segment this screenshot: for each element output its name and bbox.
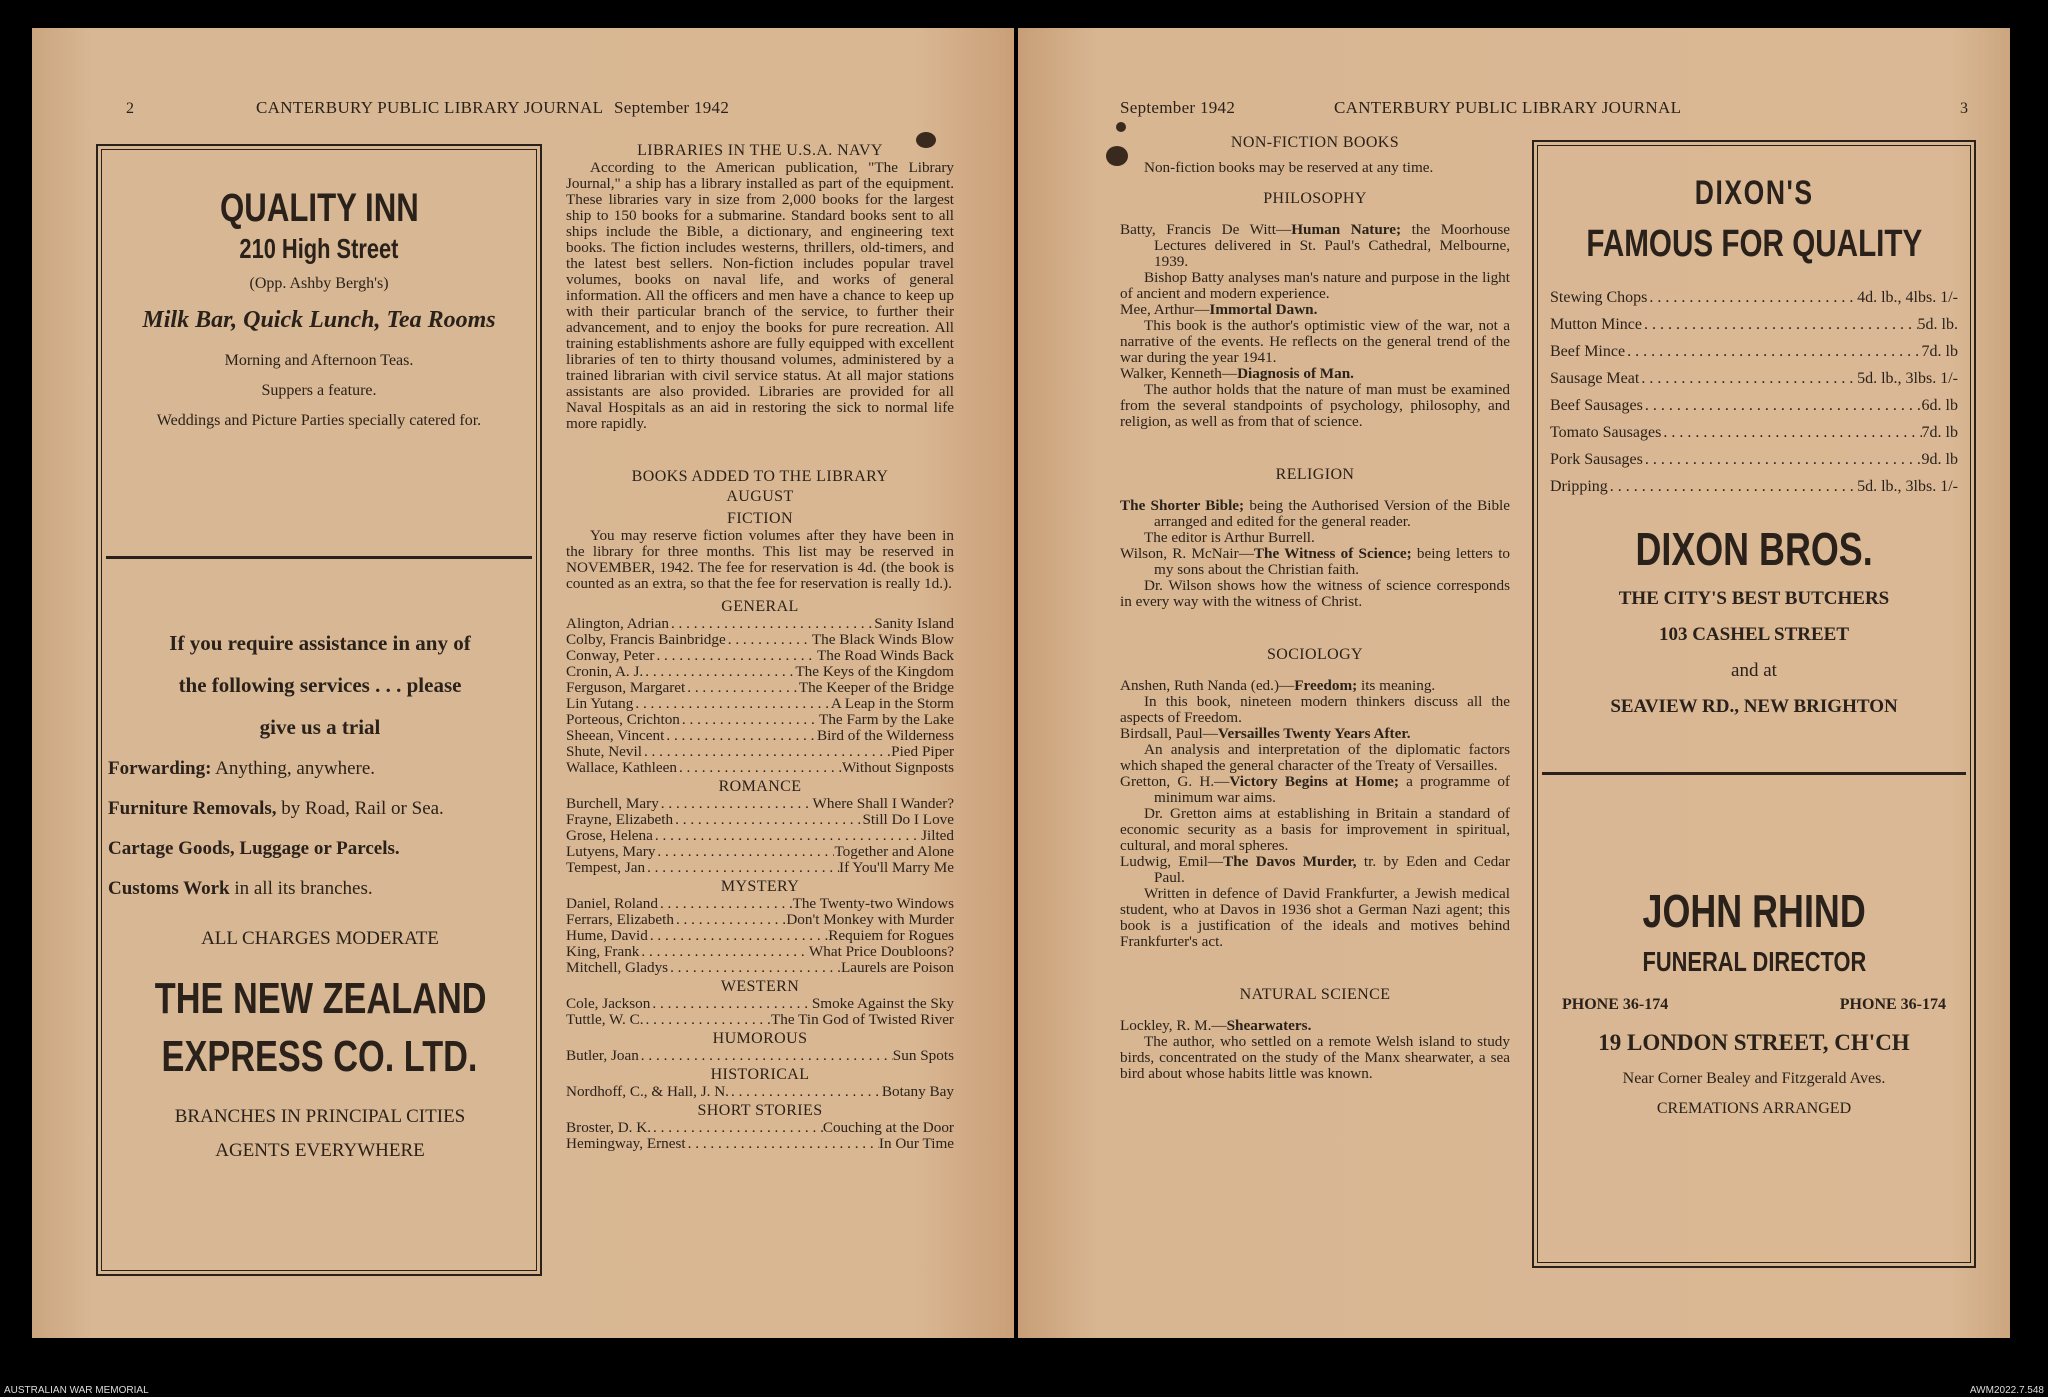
books-added-month: AUGUST [726, 488, 794, 505]
nonfiction-entry [1120, 498, 1510, 530]
entry-subtitle: a programme of minimum war aims. [1154, 773, 1510, 806]
book-entry [566, 712, 954, 728]
book-entry [566, 696, 954, 712]
leader-dots [650, 996, 811, 1012]
book-title: The Black Winds Blow [811, 631, 954, 648]
book-title: Sun Spots [892, 1047, 954, 1064]
left-text-column [566, 142, 954, 1152]
book-entry [566, 760, 954, 776]
ink-stain [1116, 122, 1126, 132]
fiction-section-heading: MYSTERY [720, 878, 800, 895]
book-title: The Farm by the Lake [819, 711, 954, 728]
running-header-date: September 1942 [1120, 98, 1236, 117]
leader-dots [658, 896, 793, 912]
rhind-phones [1534, 996, 1974, 1014]
entry-title: The Shorter Bible; [1120, 497, 1245, 514]
book-author: Shute, Nevil [566, 743, 642, 760]
book-author: Grose, Helena [566, 827, 653, 844]
book-author: Frayne, Elizabeth [566, 811, 674, 828]
entry-author: Walker, Kenneth— [1120, 365, 1238, 382]
price-item: Sausage Meat [1550, 370, 1640, 387]
book-entry [566, 632, 954, 648]
nonfiction-note: Non-fiction books may be reserved at any time. [1144, 159, 1434, 176]
book-entry [566, 996, 954, 1012]
book-author: Cronin, A. J. [566, 663, 644, 680]
book-entry [566, 1120, 954, 1136]
navy-article-text: According to the American publication, "The Library Journal," a ship has a library installed as part of the equipment. These libraries vary in size from 2,000 books for the largest ship to 150 books for a submarine. Standard books sent to all ships include the Bible, a dictionary, and engineering text books. The fiction includes westerns, thrillers, old-timers, and the latest best sellers. Non-fiction includes popular travel volumes, books on naval life, and works of general information. All the officers and men have a chance to keep up with their particular branch of the service, to further their advancement, and to enjoy the books for pure recreation. All training establishments ashore are fully equipped with excellent libraries of ten to thirty thousand volumes, administered by a trained librarian with civil service status. At all major stations assistants are also provided. Libraries are provided for all Naval Hospitals as an aid in restoring the sick to normal life more rapidly. [566, 159, 954, 432]
express-company1: THE NEW ZEALAND [154, 974, 487, 1023]
book-title: Don't Monkey with Murder [786, 911, 954, 928]
price-row [1550, 392, 1958, 419]
price-row [1550, 365, 1958, 392]
leader-dots [1647, 284, 1857, 311]
book-title: Pied Piper [891, 743, 954, 760]
book-title: The Twenty-two Windows [792, 895, 954, 912]
book-author: Colby, Francis Bainbridge [566, 631, 726, 648]
price-item: Pork Sausages [1550, 451, 1643, 468]
nonfiction-entry [1120, 222, 1510, 270]
express-ad [108, 622, 532, 1162]
leader-dots [659, 796, 813, 812]
leader-dots [1608, 473, 1857, 500]
nonfiction-entry [1120, 726, 1510, 742]
express-charges: ALL CHARGES MODERATE [201, 928, 439, 949]
fiction-sections [566, 598, 954, 1152]
right-page [1018, 28, 2010, 1338]
book-author: Wallace, Kathleen [566, 759, 677, 776]
book-title: Botany Bay [881, 1083, 954, 1100]
quality-inn-tagline: Milk Bar, Quick Lunch, Tea Rooms [142, 307, 496, 333]
rhind-near: Near Corner Bealey and Fitzgerald Aves. [1622, 1070, 1886, 1087]
entry-note: Dr. Wilson shows how the witness of science corresponds in every way with the witness of Christ. [1120, 577, 1510, 610]
ad-divider [1542, 772, 1966, 775]
leader-dots [1643, 446, 1922, 473]
rhind-cremations: CREMATIONS ARRANGED [1656, 1100, 1852, 1117]
leader-dots [1642, 311, 1918, 338]
book-entry [566, 796, 954, 812]
entry-subtitle: being the Authorised Version of the Bible arranged and edited for the general reader. [1154, 497, 1511, 530]
book-title: A Leap in the Storm [830, 695, 954, 712]
price-row [1550, 446, 1958, 473]
book-title: The Tin God of Twisted River [770, 1011, 954, 1028]
book-author: Broster, D. K. [566, 1119, 652, 1136]
book-title: Bird of the Wilderness [816, 727, 954, 744]
ink-stain [916, 132, 936, 148]
leader-dots [685, 680, 799, 696]
entry-note: The author, who settled on a remote Welsh island to study birds, concentrated on the study of the Manx shearwater, a sea bird about whose habits little was known. [1120, 1033, 1510, 1082]
leader-dots [674, 912, 786, 928]
dixon-address2: SEAVIEW RD., NEW BRIGHTON [1610, 696, 1898, 717]
dixon-price-list [1550, 284, 1958, 500]
nonfiction-section-heading: PHILOSOPHY [1263, 190, 1367, 207]
price-value: 7d. lb [1921, 343, 1958, 360]
leader-dots [669, 616, 874, 632]
entry-subtitle: its meaning. [1357, 677, 1436, 694]
entry-title: Human Nature; [1291, 221, 1402, 238]
book-author: Hume, David [566, 927, 648, 944]
express-company2: EXPRESS CO. LTD. [162, 1032, 478, 1081]
book-entry [566, 844, 954, 860]
leader-dots [644, 1012, 771, 1028]
book-entry [566, 828, 954, 844]
nonfiction-sections [1120, 190, 1510, 1082]
price-item: Dripping [1550, 478, 1608, 495]
leader-dots [645, 860, 839, 876]
price-row [1550, 311, 1958, 338]
price-value: 5d. lb. [1917, 316, 1958, 333]
book-title: Laurels are Poison [840, 959, 954, 976]
entry-note: Bishop Batty analyses man's nature and purpose in the light of ancient and modern experience. [1120, 269, 1510, 302]
leader-dots [1625, 338, 1921, 365]
leader-dots [643, 664, 795, 680]
quality-inn-line3: Weddings and Picture Parties specially catered for. [156, 412, 482, 429]
book-title: If You'll Marry Me [839, 859, 954, 876]
entry-author: Lockley, R. M.— [1120, 1017, 1227, 1034]
entry-title: Victory Begins at Home; [1229, 773, 1399, 790]
book-author: Lutyens, Mary [566, 843, 656, 860]
rhind-title: FUNERAL DIRECTOR [1642, 946, 1866, 977]
express-branches: BRANCHES IN PRINCIPAL CITIES [174, 1106, 466, 1127]
nonfiction-heading: NON-FICTION BOOKS [1230, 134, 1400, 151]
quality-inn-address: 210 High Street [239, 233, 399, 264]
leader-dots [729, 1084, 882, 1100]
book-entry [566, 860, 954, 876]
leader-dots [677, 760, 842, 776]
quality-inn-location: (Opp. Ashby Bergh's) [249, 275, 389, 292]
entry-title: Versailles Twenty Years After. [1217, 725, 1411, 742]
right-text-column [1120, 134, 1510, 1082]
dixon-tagline: THE CITY'S BEST BUTCHERS [1618, 588, 1890, 609]
ad-divider [106, 556, 532, 559]
book-entry [566, 728, 954, 744]
book-author: Hemingway, Ernest [566, 1135, 686, 1152]
entry-title: The Davos Murder, [1223, 853, 1357, 870]
book-author: Porteous, Crichton [566, 711, 680, 728]
price-value: 9d. lb [1921, 451, 1958, 468]
nonfiction-entry [1120, 854, 1510, 886]
price-item: Tomato Sausages [1550, 424, 1662, 441]
book-title: Requiem for Rogues [828, 927, 954, 944]
leader-dots [651, 1120, 823, 1136]
dixon-and-at: and at [1731, 660, 1777, 681]
book-entry [566, 1136, 954, 1152]
express-service-0: Forwarding: Anything, anywhere. [108, 758, 376, 779]
book-author: Lin Yutang [566, 695, 634, 712]
leader-dots [639, 944, 809, 960]
leader-dots [655, 844, 834, 860]
entry-note: An analysis and interpretation of the diplomatic factors which shaped the general character of the Treaty of Versailles. [1120, 741, 1510, 774]
running-header-title: CANTERBURY PUBLIC LIBRARY JOURNAL [256, 98, 604, 117]
quality-inn-line2: Suppers a feature. [261, 382, 377, 399]
book-author: King, Frank [566, 943, 640, 960]
book-author: Cole, Jackson [566, 995, 651, 1012]
entry-author: Wilson, R. McNair— [1120, 545, 1254, 562]
fiction-text: You may reserve fiction volumes after they have been in the library for three months. This list may be reserved in NOVEMBER, 1942. The fee for reservation is 4d. (the book is counted as an extra, so that the fee for reservation is really 1d.). [566, 527, 954, 592]
leader-dots [653, 828, 921, 844]
dixon-ad [1534, 174, 1974, 718]
book-entry [566, 944, 954, 960]
footer-left: AUSTRALIAN WAR MEMORIAL [4, 1385, 149, 1396]
entry-author: Anshen, Ruth Nanda (ed.)— [1120, 677, 1295, 694]
nonfiction-entry [1120, 302, 1510, 318]
book-title: Without Signposts [841, 759, 954, 776]
dixon-name: DIXON'S [1694, 174, 1814, 212]
express-intro3: give us a trial [259, 715, 381, 739]
book-entry [566, 928, 954, 944]
price-item: Stewing Chops [1550, 289, 1648, 306]
price-item: Mutton Mince [1550, 316, 1642, 333]
express-service-2: Cartage Goods, Luggage or Parcels. [108, 838, 400, 859]
rhind-address: 19 LONDON STREET, CH'CH [1598, 1030, 1910, 1055]
leader-dots [673, 812, 862, 828]
leader-dots [726, 632, 812, 648]
book-title: The Keys of the Kingdom [795, 663, 954, 680]
entry-author: Gretton, G. H.— [1120, 773, 1230, 790]
entry-title: Immortal Dawn. [1209, 301, 1318, 318]
book-entry [566, 744, 954, 760]
leader-dots [680, 712, 819, 728]
rhind-phone-right: PHONE 36-174 [1839, 996, 1946, 1013]
page-number: 2 [126, 100, 134, 117]
entry-title: Diagnosis of Man. [1237, 365, 1354, 382]
price-item: Beef Sausages [1550, 397, 1643, 414]
book-author: Ferguson, Margaret [566, 679, 686, 696]
price-row [1550, 419, 1958, 446]
rhind-ad [1534, 884, 1974, 1118]
nonfiction-entry [1120, 678, 1510, 694]
book-title: In Our Time [878, 1135, 954, 1152]
express-agents: AGENTS EVERYWHERE [215, 1140, 425, 1161]
entry-title: Freedom; [1294, 677, 1358, 694]
price-row [1550, 473, 1958, 500]
leader-dots [1661, 419, 1921, 446]
entry-author: Ludwig, Emil— [1120, 853, 1224, 870]
express-service-3: Customs Work in all its branches. [108, 878, 373, 899]
book-entry [566, 1012, 954, 1028]
express-intro2: the following services . . . please [178, 673, 462, 697]
quality-inn-ad [98, 186, 540, 430]
book-title: What Price Doubloons? [808, 943, 954, 960]
entry-subtitle: tr. by Eden and Cedar Paul. [1154, 853, 1510, 886]
nonfiction-entry [1120, 546, 1510, 578]
book-entry [566, 912, 954, 928]
leader-dots [633, 696, 830, 712]
book-entry [566, 616, 954, 632]
entry-author: Mee, Arthur— [1120, 301, 1210, 318]
book-author: Conway, Peter [566, 647, 655, 664]
entry-author: Batty, Francis De Witt— [1120, 221, 1292, 238]
price-row [1550, 284, 1958, 311]
left-page [32, 28, 1014, 1338]
entry-note: This book is the author's optimistic view of the war, not a narrative of the events. He reflects on the general trend of the war during the year 1941. [1120, 317, 1510, 366]
entry-note: The author holds that the nature of man must be examined from the several standpoints of psychology, philosophy, and religion, as well as from that of science. [1120, 381, 1510, 430]
nonfiction-entry [1120, 366, 1510, 382]
dixon-slogan: FAMOUS FOR QUALITY [1586, 223, 1922, 265]
quality-inn-line1: Morning and Afternoon Teas. [224, 352, 414, 369]
leader-dots [648, 928, 828, 944]
running-header-date: September 1942 [614, 98, 730, 117]
running-header-title: CANTERBURY PUBLIC LIBRARY JOURNAL [1334, 98, 1682, 117]
entry-note: In this book, nineteen modern thinkers discuss all the aspects of Freedom. [1120, 693, 1510, 726]
nonfiction-section-heading: SOCIOLOGY [1266, 646, 1364, 663]
book-entry [566, 680, 954, 696]
book-author: Sheean, Vincent [566, 727, 665, 744]
price-value: 5d. lb., 3lbs. 1/- [1857, 370, 1958, 387]
book-entry [566, 896, 954, 912]
book-entry [566, 1084, 954, 1100]
price-value: 4d. lb., 4lbs. 1/- [1857, 289, 1958, 306]
quality-inn-name: QUALITY INN [219, 186, 419, 230]
book-entry [566, 1048, 954, 1064]
page-number: 3 [1960, 100, 1968, 117]
left-ad-box [96, 144, 542, 1276]
book-author: Ferrars, Elizabeth [566, 911, 674, 928]
leader-dots [1643, 392, 1922, 419]
fiction-section-heading: HISTORICAL [710, 1066, 810, 1083]
price-row [1550, 338, 1958, 365]
price-value: 7d. lb [1921, 424, 1958, 441]
price-value: 5d. lb., 3lbs. 1/- [1857, 478, 1958, 495]
book-entry [566, 960, 954, 976]
fiction-section-heading: HUMOROUS [712, 1030, 808, 1047]
books-added-heading: BOOKS ADDED TO THE LIBRARY [631, 468, 889, 485]
fiction-section-heading: SHORT STORIES [697, 1102, 823, 1119]
book-entry [566, 812, 954, 828]
entry-title: Shearwaters. [1226, 1017, 1312, 1034]
book-title: Together and Alone [834, 843, 954, 860]
book-author: Mitchell, Gladys [566, 959, 669, 976]
dixon-company: DIXON BROS. [1635, 523, 1873, 575]
book-title: Sanity Island [874, 615, 954, 632]
entry-author: Birdsall, Paul— [1120, 725, 1218, 742]
rhind-phone-left: PHONE 36-174 [1562, 996, 1669, 1013]
entry-note: Dr. Gretton aims at establishing in Britain a standard of economic security as a basis for improvement in spiritual, cultural, and moral spheres. [1120, 805, 1510, 854]
book-author: Nordhoff, C., & Hall, J. N. [566, 1083, 729, 1100]
entry-note: Written in defence of David Frankfurter, a Jewish medical student, who at Davos in 1936 shot a German Nazi agent; this book is a justification of the ideals and motives behind Frankfurter's act. [1120, 885, 1510, 950]
book-title: Still Do I Love [862, 811, 954, 828]
entry-subtitle: being letters to my sons about the Christian faith. [1154, 545, 1511, 578]
footer-right: AWM2022.7.548 [1969, 1385, 2044, 1396]
nonfiction-section-heading: NATURAL SCIENCE [1239, 986, 1391, 1003]
entry-note: The editor is Arthur Burrell. [1144, 529, 1315, 546]
express-service-1: Furniture Removals, by Road, Rail or Sea. [108, 798, 444, 819]
price-value: 6d. lb [1921, 397, 1958, 414]
leader-dots [639, 1048, 893, 1064]
book-author: Butler, Joan [566, 1047, 639, 1064]
fiction-section-heading: ROMANCE [718, 778, 802, 795]
book-author: Tempest, Jan [566, 859, 646, 876]
leader-dots [654, 648, 817, 664]
express-intro1: If you require assistance in any of [169, 631, 471, 655]
book-entry [566, 648, 954, 664]
book-title: Jilted [921, 827, 954, 844]
book-title: The Road Winds Back [816, 647, 954, 664]
price-item: Beef Mince [1550, 343, 1626, 360]
leader-dots [1639, 365, 1857, 392]
right-ad-box [1532, 140, 1976, 1268]
book-author: Tuttle, W. C. [566, 1011, 644, 1028]
nonfiction-entry [1120, 1018, 1510, 1034]
fiction-section-heading: GENERAL [721, 598, 799, 615]
book-author: Daniel, Roland [566, 895, 658, 912]
leader-dots [664, 728, 817, 744]
navy-article-heading: LIBRARIES IN THE U.S.A. NAVY [637, 142, 883, 159]
nonfiction-entry [1120, 774, 1510, 806]
entry-subtitle: the Moorhouse Lectures delivered in St. Paul's Cathedral, Melbourne, 1939. [1154, 221, 1510, 270]
fiction-section-heading: WESTERN [720, 978, 800, 995]
entry-title: The Witness of Science; [1253, 545, 1412, 562]
book-author: Alington, Adrian [566, 615, 669, 632]
book-title: The Keeper of the Bridge [798, 679, 954, 696]
dixon-address1: 103 CASHEL STREET [1658, 624, 1850, 645]
book-author: Burchell, Mary [566, 795, 659, 812]
leader-dots [686, 1136, 879, 1152]
leader-dots [668, 960, 841, 976]
fiction-heading: FICTION [727, 510, 793, 527]
book-title: Smoke Against the Sky [811, 995, 954, 1012]
nonfiction-section-heading: RELIGION [1275, 466, 1355, 483]
book-entry [566, 664, 954, 680]
book-title: Where Shall I Wander? [812, 795, 954, 812]
leader-dots [642, 744, 891, 760]
rhind-name: JOHN RHIND [1642, 885, 1866, 937]
book-title: Couching at the Door [822, 1119, 954, 1136]
